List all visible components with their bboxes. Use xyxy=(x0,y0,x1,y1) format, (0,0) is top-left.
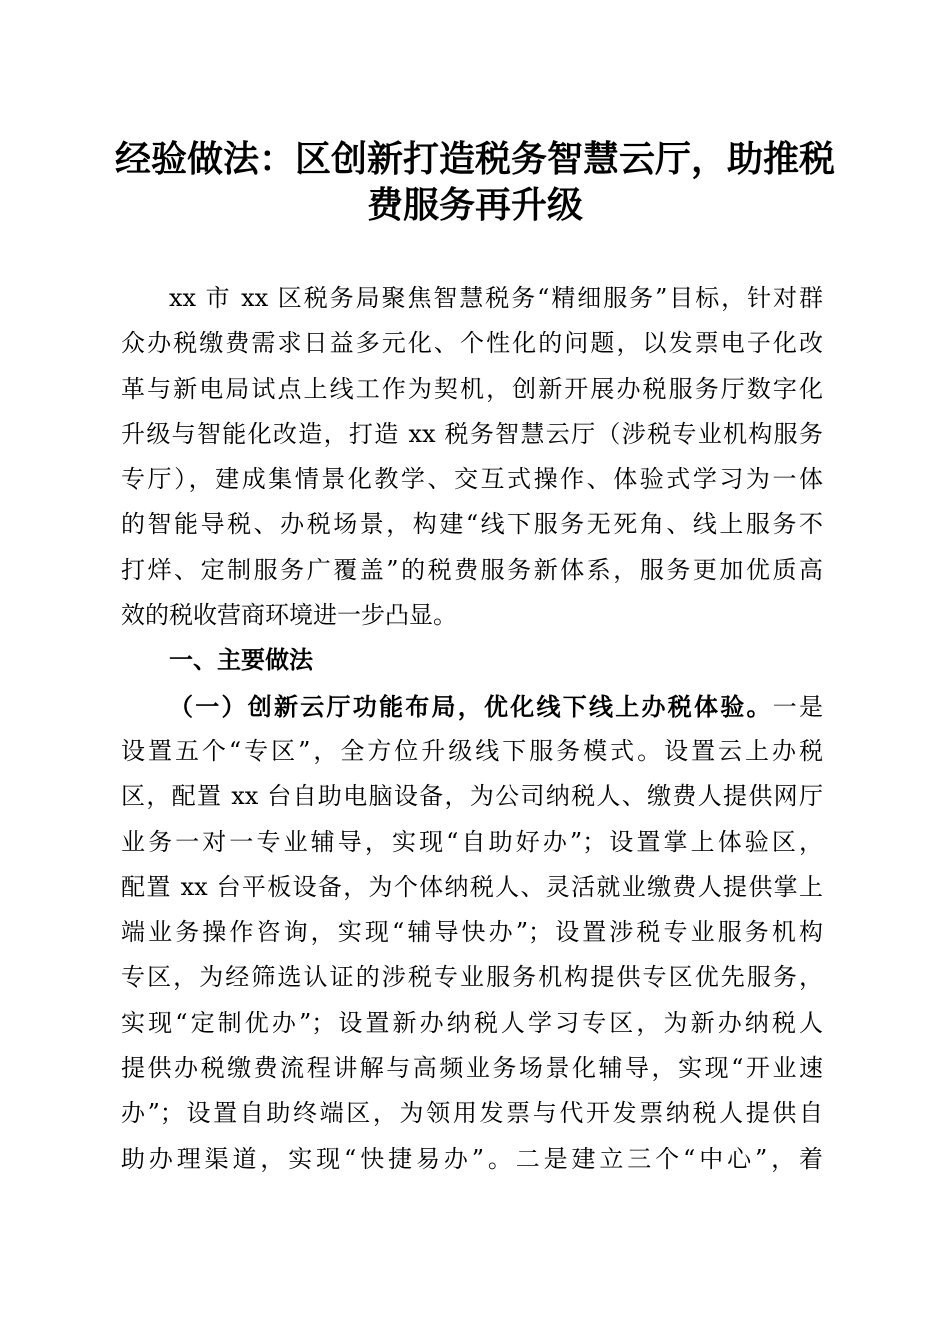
paragraph-1-line: 的智能导税、办税场景，构建“线下服务无死角、线上服务不 xyxy=(121,510,823,539)
subsection-heading: （一）创新云厅功能布局，优化线下线上办税体验。 xyxy=(169,691,773,721)
subsection-lead: 一是 xyxy=(772,692,823,721)
paragraph-1-line: 效的税收营商环境进一步凸显。 xyxy=(121,601,457,630)
title-line-1: 经验做法：区创新打造税务智慧云厅，助推税 xyxy=(114,138,835,180)
section-heading: 一、主要做法 xyxy=(169,646,313,675)
paragraph-2-line: 区，配置 xx 台自助电脑设备，为公司纳税人、缴费人提供网厅 xyxy=(121,782,823,811)
paragraph-1-line: xx 市 xx 区税务局聚焦智慧税务“精细服务”目标，针对群 xyxy=(169,284,823,312)
paragraph-2-line: 助办理渠道，实现“快捷易办”。二是建立三个“中心”，着 xyxy=(121,1144,823,1173)
paragraph-2-line: 设置五个“专区”，全方位升级线下服务模式。设置云上办税 xyxy=(121,736,823,765)
title-line-2: 费服务再升级 xyxy=(366,184,583,226)
paragraph-2-line: 实现“定制优办”；设置新办纳税人学习专区，为新办纳税人 xyxy=(121,1008,823,1037)
paragraph-2-line: 提供办税缴费流程讲解与高频业务场景化辅导，实现“开业速 xyxy=(121,1054,823,1083)
paragraph-1-line: 众办税缴费需求日益多元化、个性化的问题，以发票电子化改 xyxy=(121,329,823,358)
paragraph-2-line: 配置 xx 台平板设备，为个体纳税人、灵活就业缴费人提供掌上 xyxy=(121,872,823,901)
document-body xyxy=(121,276,823,1182)
paragraph-2-line: 专区，为经筛选认证的涉税专业服务机构提供专区优先服务， xyxy=(121,963,823,992)
paragraph-2-line: 办”；设置自助终端区，为领用发票与代开发票纳税人提供自 xyxy=(121,1099,823,1128)
paragraph-1-line: 打烊、定制服务广覆盖”的税费服务新体系，服务更加优质高 xyxy=(121,555,823,584)
paragraph-2-line: 业务一对一专业辅导，实现“自助好办”；设置掌上体验区， xyxy=(121,827,823,856)
subsection-heading-line xyxy=(121,684,823,729)
paragraph-2-line: 端业务操作咨询，实现“辅导快办”；设置涉税专业服务机构 xyxy=(121,918,823,947)
paragraph-1-line: 升级与智能化改造，打造 xx 税务智慧云厅（涉税专业机构服务 xyxy=(121,419,823,448)
document-title xyxy=(110,136,840,228)
paragraph-1-line: 专厅），建成集情景化教学、交互式操作、体验式学习为一体 xyxy=(121,465,823,494)
paragraph-1-line: 革与新电局试点上线工作为契机，创新开展办税服务厅数字化 xyxy=(121,374,823,403)
